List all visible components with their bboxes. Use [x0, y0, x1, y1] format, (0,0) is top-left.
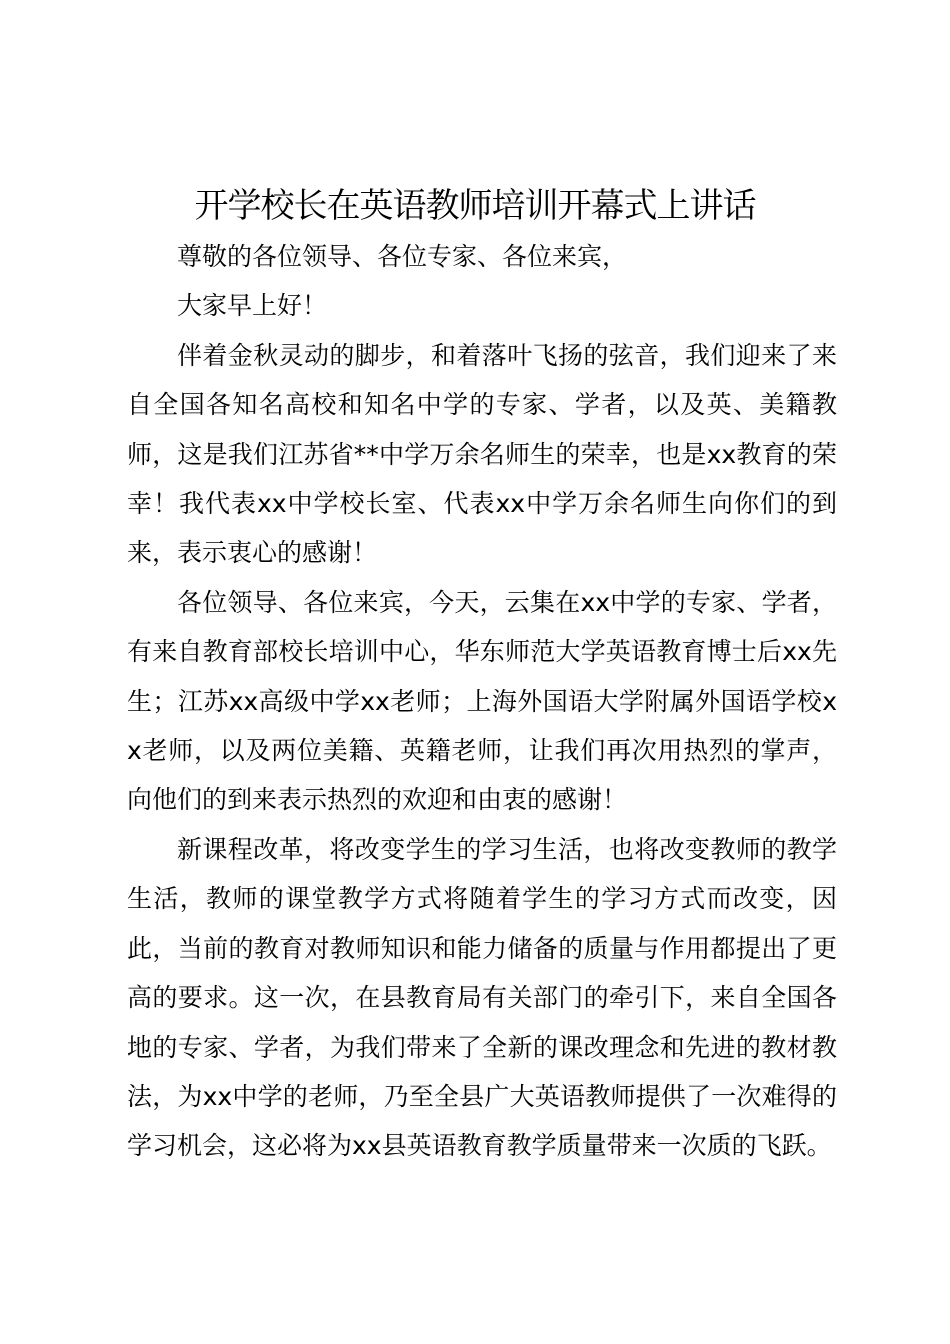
- document-body: [127, 232, 837, 1171]
- paragraph-welcome: 伴着金秋灵动的脚步，和着落叶飞扬的弦音，我们迎来了来自全国各知名高校和知名中学的专家、学者，以及英、美籍教师，这是我们江苏省**中学万余名师生的荣幸，也是xx教育的荣幸！我代表xx中学校长室、代表xx中学万余名师生向你们的到来，表示衷心的感谢！: [127, 340, 837, 568]
- paragraph-greeting: 大家早上好！: [177, 291, 328, 321]
- paragraph-salutation: 尊敬的各位领导、各位专家、各位来宾，: [177, 242, 628, 271]
- document-title: 开学校长在英语教师培训开幕式上讲话: [194, 186, 756, 226]
- paragraph-guests: 各位领导、各位来宾，今天，云集在xx中学的专家、学者，有来自教育部校长培训中心，华东师范大学英语教育博士后xx先生；江苏xx高级中学xx老师；上海外国语大学附属外国语学校xx老师，以及两位美籍、英籍老师，让我们再次用热烈的掌声，向他们的到来表示热烈的欢迎和由衷的感谢！: [127, 587, 837, 815]
- paragraph-reform: 新课程改革，将改变学生的学习生活，也将改变教师的教学生活，教师的课堂教学方式将随着学生的学习方式而改变，因此，当前的教育对教师知识和能力储备的质量与作用都提出了更高的要求。这一次，在县教育局有关部门的牵引下，来自全国各地的专家、学者，为我们带来了全新的课改理念和先进的教材教法，为xx中学的老师，乃至全县广大英语教师提供了一次难得的学习机会，这必将为xx县英语教育教学质量带来一次质的飞跃。: [127, 834, 837, 1161]
